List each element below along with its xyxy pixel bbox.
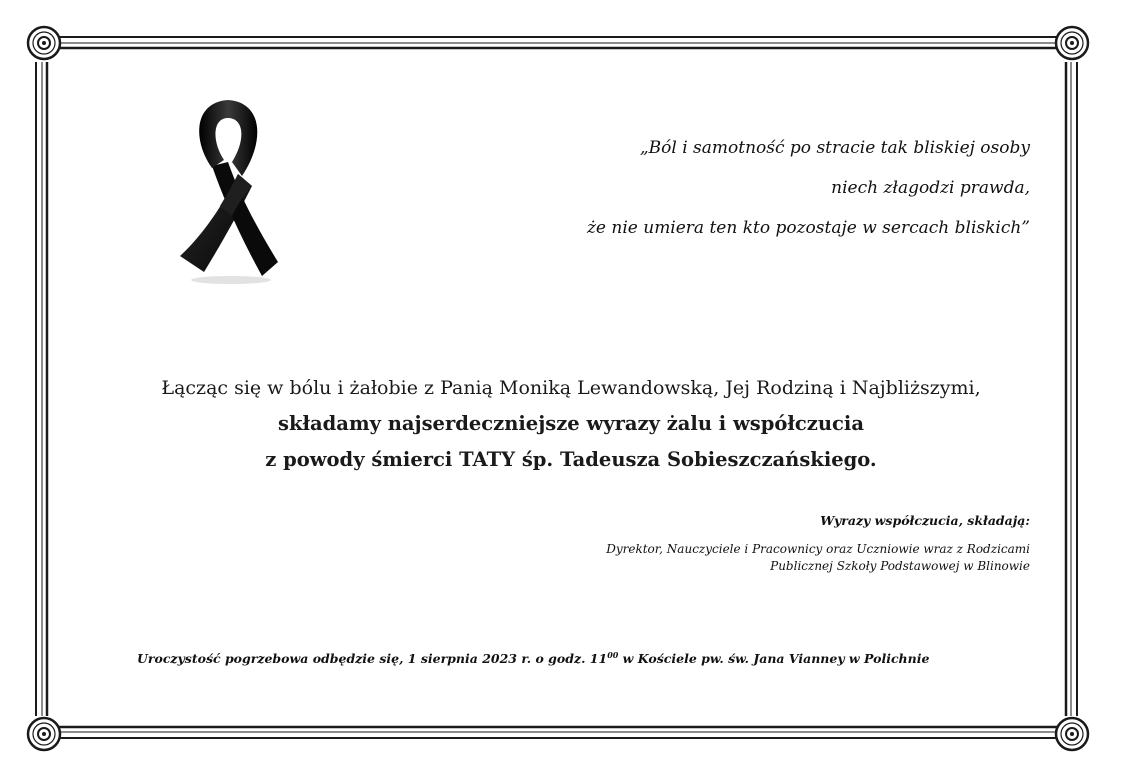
signature-heading: Wyrazy współczucia, składają: [820, 513, 1030, 528]
signature-line: Dyrektor, Nauczyciele i Pracownicy oraz Uczniowie wraz z Rodzicami [606, 542, 1030, 556]
funeral-text: w Kościele pw. św. Jana Vianney w Polichnie [618, 651, 930, 667]
quote-line: „Ból i samotność po stracie tak bliskiej osoby [639, 138, 1030, 158]
condolence-line-bold: składamy najserdeczniejsze wyrazy żalu i współczucia [278, 412, 864, 435]
quote-line: niech złagodzi prawda, [831, 178, 1030, 198]
corner-ornament-icon [28, 718, 60, 750]
corner-ornament-icon [28, 27, 60, 59]
condolence-line-bold: z powody śmierci TATY śp. Tadeusza Sobieszczańskiego. [265, 448, 877, 471]
memorial-quote [470, 128, 1030, 248]
condolence-line: Łącząc się w bólu i żałobie z Panią Moniką Lewandowską, Jej Rodziną i Najbliższymi, [161, 377, 981, 399]
funeral-info [137, 650, 929, 666]
funeral-time-superscript: 00 [607, 650, 619, 660]
quote-line: że nie umiera ten kto pozostaje w sercach bliskich” [586, 218, 1030, 238]
signature-body [606, 541, 1030, 575]
corner-ornament-icon [1056, 27, 1088, 59]
condolence-message [60, 370, 1082, 478]
corner-ornament-icon [1056, 718, 1088, 750]
funeral-text: Uroczystość pogrzebowa odbędzie się, 1 sierpnia 2023 r. o godz. 11 [137, 651, 608, 667]
signature-line: Publicznej Szkoły Podstawowej w Blinowie [770, 559, 1030, 573]
mourning-ribbon-icon [176, 96, 280, 286]
